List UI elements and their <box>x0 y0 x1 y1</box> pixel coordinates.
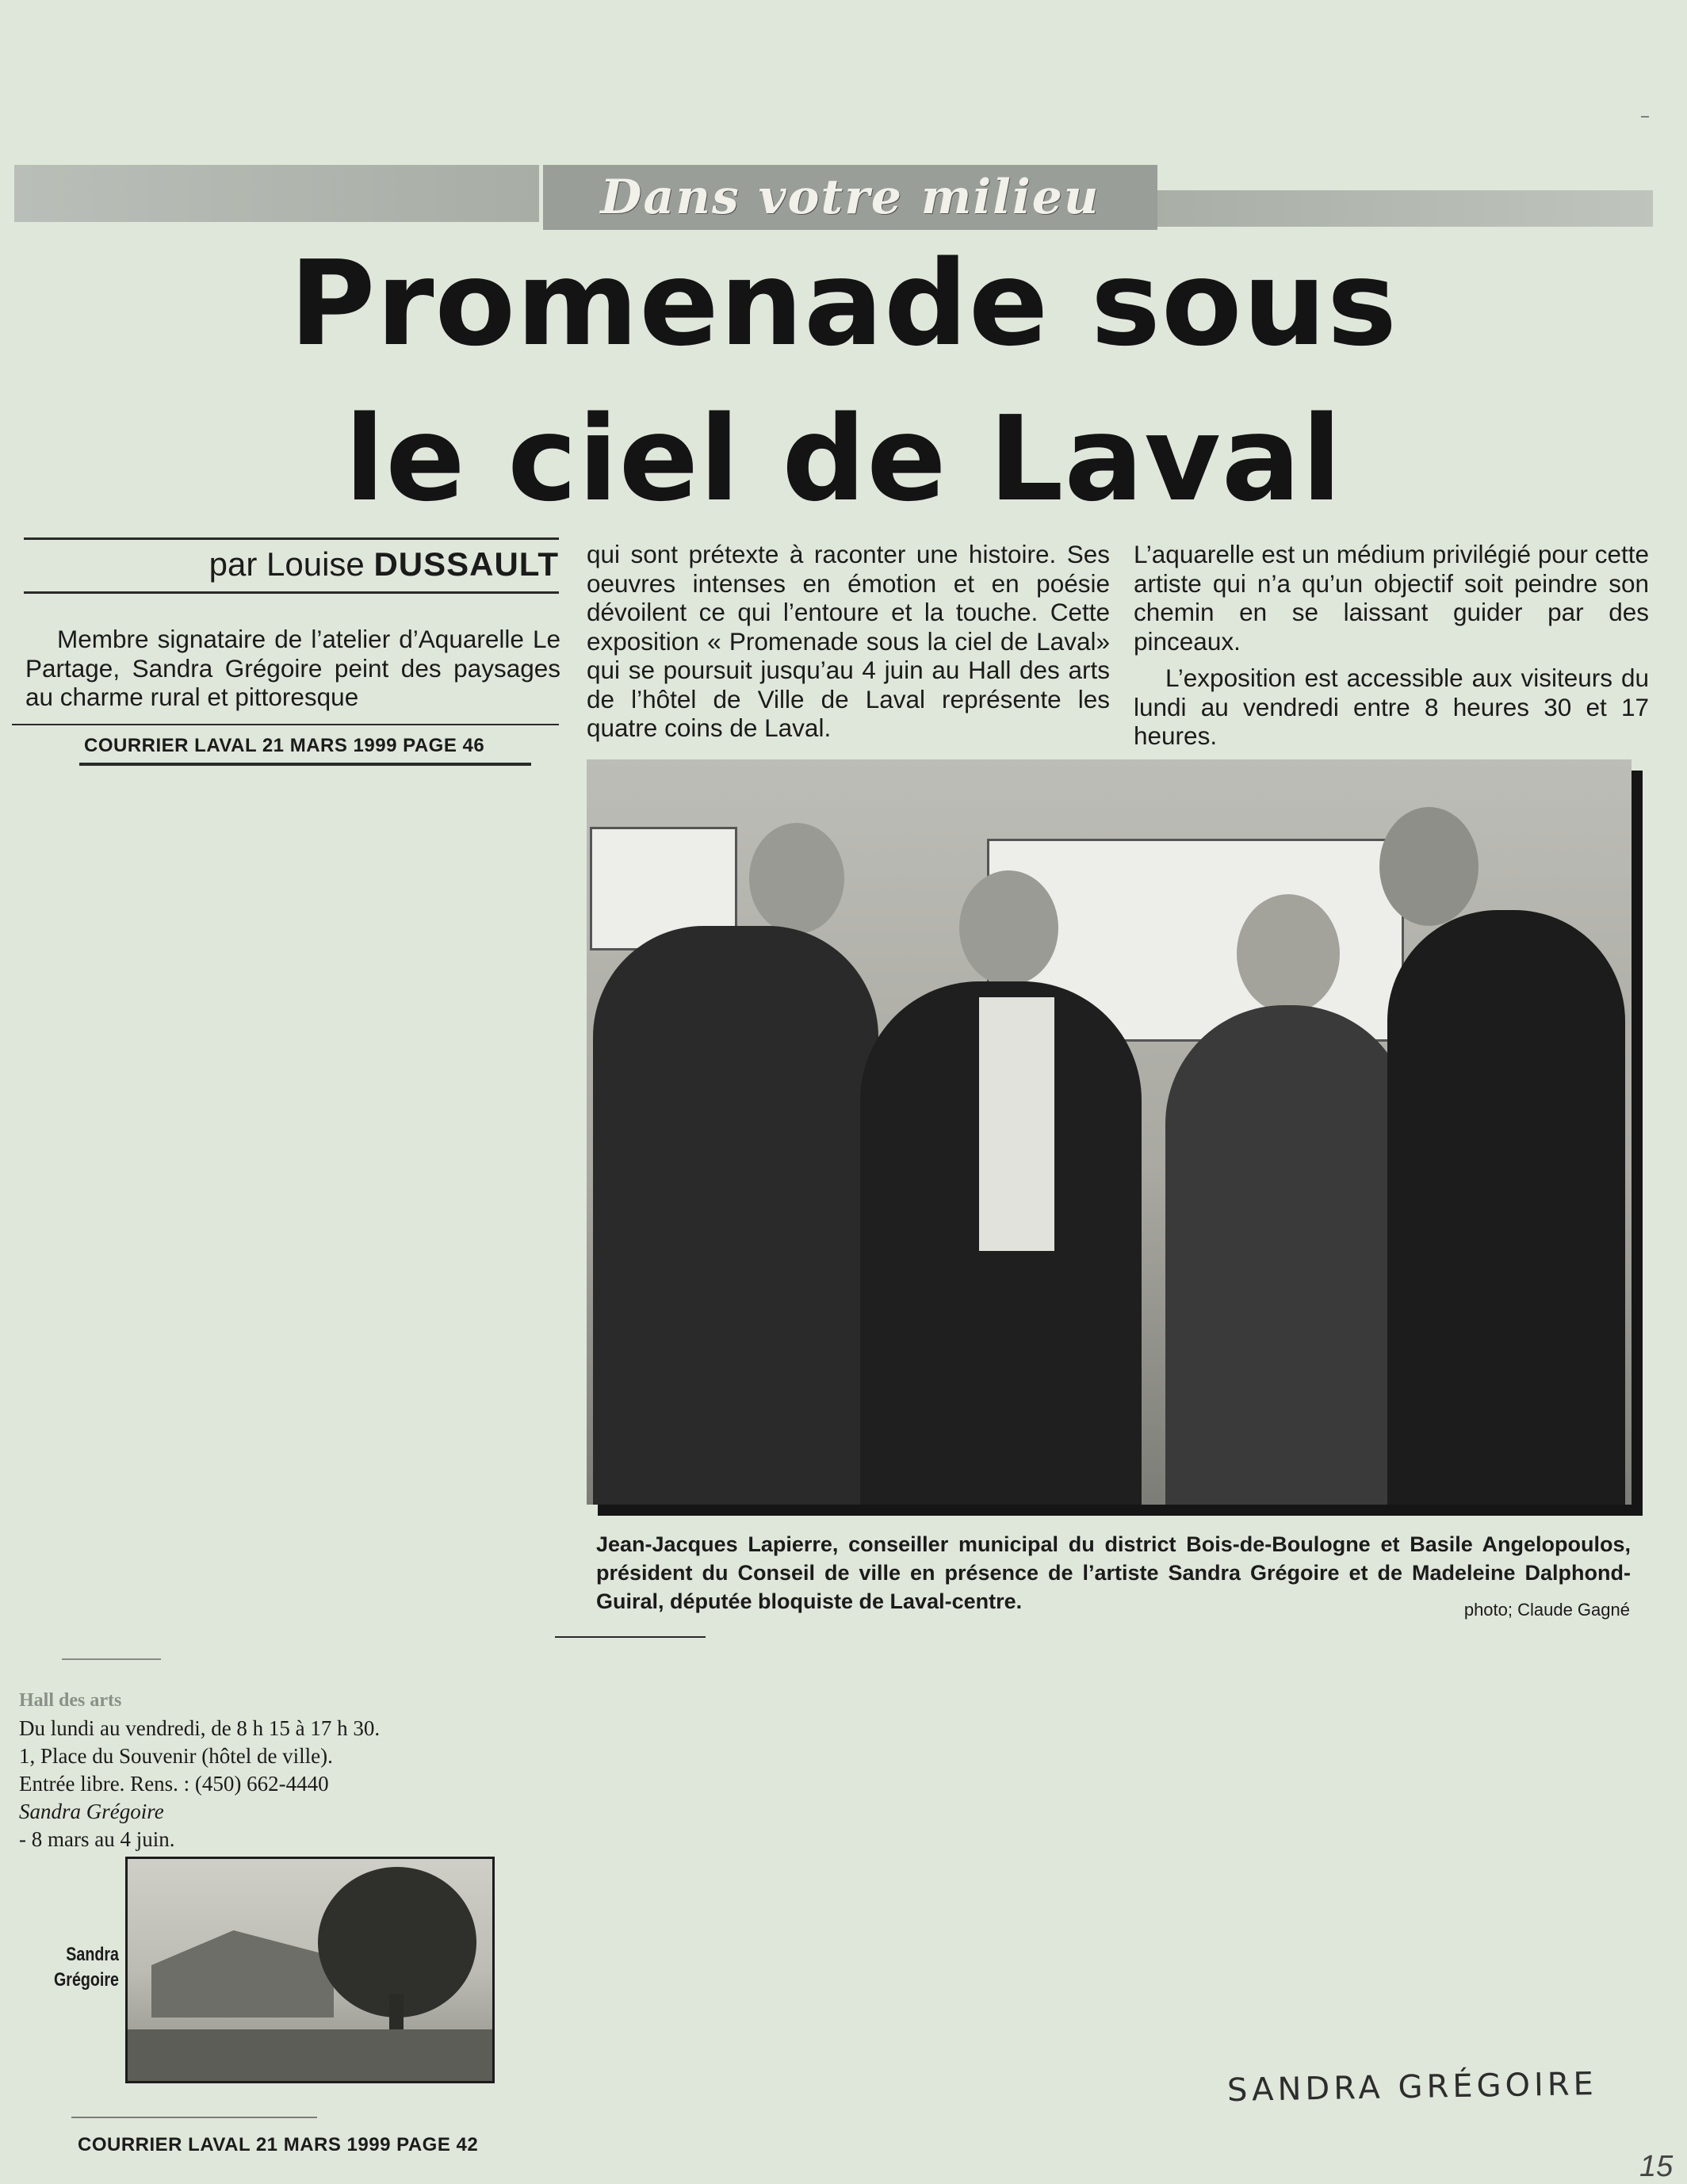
listing-dates: - 8 mars au 4 juin. <box>19 1827 175 1851</box>
byline-rule-top <box>24 537 559 540</box>
section-kicker: Dans votre milieu <box>600 170 1100 225</box>
byline-rule-bottom <box>24 591 559 594</box>
edge-mark: – <box>1641 108 1650 124</box>
article-paragraph: L’exposition est accessible aux visiteurs du lundi au vendredi entre 8 heures 30 et 17 heures. <box>1134 664 1649 750</box>
page-number: 15 <box>1639 2150 1674 2183</box>
thumbnail-label-line-2: Grégoire <box>53 1969 119 1991</box>
listing-heading: Hall des arts <box>19 1690 122 1711</box>
listing-hours: Du lundi au vendredi, de 8 h 15 à 17 h 30. <box>19 1716 381 1740</box>
headline-line-2: le ciel de Laval <box>344 391 1343 527</box>
article-column-3 <box>1134 540 1649 751</box>
article-paragraph: qui sont prétexte à raconter une histoire. Ses oeuvres intenses en émotion et en poésie dévoilent ce qui l’entoure et la touche. Cette exposition « Promenade sous la ciel de Laval» qui se poursuit jusqu’au 4 juin au Hall des arts de l’hôtel de Ville de Laval représente les quatre coins de Laval. <box>587 540 1110 742</box>
photo-caption: Jean-Jacques Lapierre, conseiller municipal du district Bois-de-Boulogne et Basile Angelopoulos, président du Conseil de ville en présence de l’artiste Sandra Grégoire et de Madeleine Dalphond-Guiral, députée bloquiste de Laval-centre. <box>596 1532 1631 1613</box>
header-band-left <box>14 165 539 222</box>
header-band-right <box>1157 190 1653 227</box>
source-line-2: COURRIER LAVAL 21 MARS 1999 PAGE 42 <box>78 2134 479 2155</box>
exhibition-listing <box>19 1687 495 1853</box>
clipping-rule <box>12 724 559 725</box>
photo-credit: photo; Claude Gagné <box>1463 1600 1630 1620</box>
article-column-2 <box>587 540 1110 743</box>
person-2-collar <box>979 997 1054 1251</box>
thumbnail-painting <box>125 1857 495 2083</box>
headline <box>0 226 1687 537</box>
headline-line-1: Promenade sous <box>289 235 1398 372</box>
faint-rule <box>62 1658 161 1660</box>
divider-rule <box>555 1636 706 1638</box>
article-paragraph: Membre signataire de l’atelier d’Aquarelle Le Partage, Sandra Grégoire peint des paysages au charme rural et pittoresque <box>25 625 560 711</box>
person-4-head <box>1379 807 1479 926</box>
article-paragraph: L’aquarelle est un médium privilégié pour cette artiste qui n’a qu’un objectif soit peindre son chemin en se laissant guider par des pinceaux. <box>1134 540 1649 656</box>
listing-artist: Sandra Grégoire <box>19 1800 164 1823</box>
listing-contact: Entrée libre. Rens. : (450) 662-4440 <box>19 1772 329 1796</box>
handwritten-signature: SANDRA GRÉGOIRE <box>1226 2065 1598 2109</box>
byline-surname: DUSSAULT <box>373 545 559 583</box>
source-line-1: COURRIER LAVAL 21 MARS 1999 PAGE 46 <box>84 735 485 756</box>
thumbnail-label-line-1: Sandra <box>66 1944 119 1965</box>
person-1-head <box>749 823 844 934</box>
article-column-1 <box>25 625 560 712</box>
article-photo <box>587 759 1632 1505</box>
byline <box>24 545 559 583</box>
thumbnail-ground <box>128 2029 492 2081</box>
person-4-body <box>1387 910 1625 1505</box>
listing-address: 1, Place du Souvenir (hôtel de ville). <box>19 1744 333 1768</box>
person-2-head <box>959 870 1058 985</box>
person-1-body <box>593 926 878 1505</box>
thumbnail-label <box>48 1942 119 1993</box>
section-kicker-box <box>543 165 1157 230</box>
source-underline <box>79 763 531 766</box>
person-3-head <box>1237 894 1340 1013</box>
faint-rule <box>71 2117 317 2118</box>
byline-prefix: par Louise <box>208 545 365 583</box>
person-3-body <box>1165 1005 1411 1505</box>
